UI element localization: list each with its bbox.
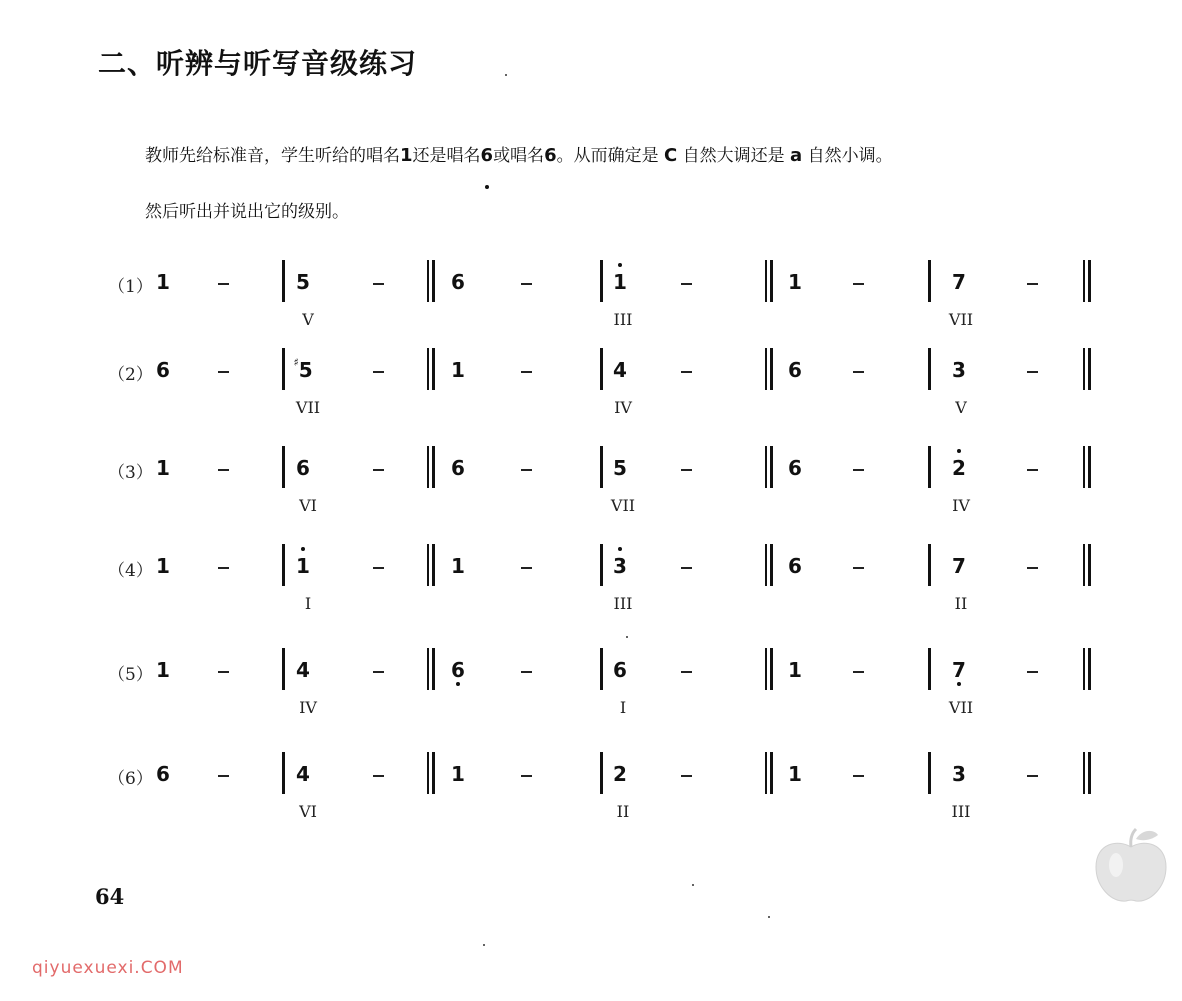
note	[605, 658, 635, 682]
sustain-dash	[1027, 567, 1038, 569]
sustain-dash	[373, 371, 384, 373]
sustain-dash	[853, 469, 864, 471]
intro-part-1: 教师先给标准音，学生听给的唱名	[145, 146, 400, 166]
exercise-number: （2）	[108, 365, 153, 385]
degree-label: VII	[948, 310, 974, 329]
double-barline	[765, 752, 773, 794]
note-digit: 5	[613, 456, 627, 480]
intro-note-1: 1	[400, 145, 413, 166]
note-digit: 1	[451, 762, 465, 786]
high-octave-dot	[957, 449, 961, 453]
note-digit: 1	[156, 456, 170, 480]
sustain-dash	[521, 469, 532, 471]
note-digit: 2	[613, 762, 627, 786]
barline	[600, 260, 603, 302]
exercise-row	[0, 556, 1182, 636]
note	[288, 358, 318, 382]
high-octave-dot	[301, 547, 305, 551]
note	[443, 658, 473, 682]
note-digit: 1	[788, 270, 802, 294]
barline	[282, 260, 285, 302]
sustain-dash	[681, 469, 692, 471]
note	[148, 762, 178, 786]
note-digit: 3	[613, 554, 627, 578]
barline	[282, 648, 285, 690]
intro-note-6-low: 6	[481, 128, 494, 184]
note	[605, 456, 635, 480]
degree-label: IV	[299, 698, 317, 717]
sustain-dash	[373, 775, 384, 777]
double-barline	[427, 446, 435, 488]
exercise-row	[0, 660, 1182, 740]
degree-label: III	[613, 594, 633, 613]
degree-label: VI	[299, 802, 317, 821]
note-digit: 4	[296, 658, 310, 682]
sustain-dash	[218, 671, 229, 673]
barline	[600, 348, 603, 390]
double-barline	[765, 348, 773, 390]
note	[780, 554, 810, 578]
note	[944, 762, 974, 786]
note	[148, 270, 178, 294]
barline	[282, 446, 285, 488]
note-digit: 1	[613, 270, 627, 294]
double-barline	[1083, 648, 1091, 690]
double-barline	[765, 648, 773, 690]
note	[780, 270, 810, 294]
note-digit: 4	[613, 358, 627, 382]
barline	[928, 446, 931, 488]
double-barline	[1083, 348, 1091, 390]
degree-label: IV	[614, 398, 632, 417]
degree-label: VII	[295, 398, 321, 417]
note	[288, 658, 318, 682]
note	[288, 762, 318, 786]
note-digit: 1	[156, 554, 170, 578]
speck	[692, 884, 694, 886]
sustain-dash	[681, 671, 692, 673]
degree-label: I	[304, 594, 312, 613]
note-digit: 6	[156, 762, 170, 786]
sustain-dash	[853, 671, 864, 673]
sustain-dash	[218, 371, 229, 373]
exercise-row	[0, 764, 1182, 844]
note	[944, 456, 974, 480]
double-barline	[427, 648, 435, 690]
sustain-dash	[521, 775, 532, 777]
note-digit: 1	[156, 270, 170, 294]
sustain-dash	[218, 567, 229, 569]
double-barline	[765, 544, 773, 586]
intro-part-4: 。从而确定是	[556, 146, 659, 166]
note	[288, 554, 318, 578]
degree-label: V	[302, 310, 314, 329]
barline	[928, 544, 931, 586]
sustain-dash	[681, 775, 692, 777]
note-digit: 1	[296, 554, 310, 578]
note-digit: 4	[296, 762, 310, 786]
sustain-dash	[218, 283, 229, 285]
note	[443, 456, 473, 480]
note	[944, 270, 974, 294]
sustain-dash	[853, 283, 864, 285]
note-digit: 7	[952, 554, 966, 578]
intro-line-2: 然后听出并说出它的级别。	[145, 202, 349, 222]
sustain-dash	[521, 283, 532, 285]
note-digit: 1	[788, 658, 802, 682]
sustain-dash	[373, 283, 384, 285]
note-digit: 6	[451, 270, 465, 294]
note-digit: 6	[156, 358, 170, 382]
sharp-sign-icon: ♯	[293, 356, 299, 369]
intro-note-6: 6	[544, 145, 557, 166]
barline	[928, 752, 931, 794]
note	[288, 270, 318, 294]
note-digit: 6	[788, 358, 802, 382]
note	[605, 554, 635, 578]
note	[944, 658, 974, 682]
speck	[505, 74, 507, 76]
note-digit: 7	[952, 658, 966, 682]
exercise-row	[0, 272, 1182, 352]
degree-label: II	[954, 594, 968, 613]
intro-part-5: 自然大调还是	[682, 146, 785, 166]
double-barline	[427, 260, 435, 302]
note-digit: 1	[156, 658, 170, 682]
degree-label: VII	[948, 698, 974, 717]
double-barline	[765, 446, 773, 488]
degree-label: III	[613, 310, 633, 329]
note-digit: 5	[298, 358, 313, 382]
degree-label: III	[951, 802, 971, 821]
sustain-dash	[521, 671, 532, 673]
sustain-dash	[853, 567, 864, 569]
double-barline	[765, 260, 773, 302]
note-digit: 1	[788, 762, 802, 786]
double-barline	[1083, 752, 1091, 794]
note-digit: 6	[451, 456, 465, 480]
sustain-dash	[373, 567, 384, 569]
exercise-row	[0, 458, 1182, 538]
double-barline	[1083, 446, 1091, 488]
exercise-number: （3）	[108, 463, 153, 483]
degree-label: VII	[610, 496, 636, 515]
barline	[600, 752, 603, 794]
sustain-dash	[681, 283, 692, 285]
high-octave-dot	[618, 263, 622, 267]
note-digit: 6	[788, 554, 802, 578]
speck	[626, 636, 628, 638]
degree-label: IV	[952, 496, 970, 515]
note	[148, 456, 178, 480]
apple-logo-icon	[1090, 825, 1172, 907]
degree-label: V	[955, 398, 967, 417]
barline	[600, 446, 603, 488]
exercise-number: （6）	[108, 769, 153, 789]
exercise-number: （5）	[108, 665, 153, 685]
barline	[282, 348, 285, 390]
page-title: 二、听辨与听写音级练习	[98, 47, 418, 80]
note-digit: 5	[296, 270, 310, 294]
sustain-dash	[681, 567, 692, 569]
sustain-dash	[853, 371, 864, 373]
barline	[928, 648, 931, 690]
note-digit: 6	[788, 456, 802, 480]
note-digit: 2	[952, 456, 966, 480]
low-octave-dot	[957, 682, 961, 686]
sustain-dash	[681, 371, 692, 373]
note-digit: 6	[613, 658, 627, 682]
note-digit: 7	[952, 270, 966, 294]
note	[605, 358, 635, 382]
sustain-dash	[1027, 671, 1038, 673]
sustain-dash	[373, 469, 384, 471]
note	[288, 456, 318, 480]
note	[443, 358, 473, 382]
barline	[928, 348, 931, 390]
barline	[928, 260, 931, 302]
note-digit: 3	[952, 358, 966, 382]
barline	[282, 544, 285, 586]
intro-key-c: C	[664, 145, 678, 166]
double-barline	[427, 544, 435, 586]
intro-part-6: 自然小调。	[807, 146, 893, 166]
barline	[600, 648, 603, 690]
page-number: 64	[95, 884, 125, 909]
intro-part-2: 还是唱名	[412, 146, 481, 166]
site-watermark: qiyuexuexi.COM	[32, 958, 184, 978]
note	[605, 762, 635, 786]
barline	[600, 544, 603, 586]
exercise-row	[0, 356, 1182, 440]
degree-label: I	[619, 698, 627, 717]
double-barline	[427, 348, 435, 390]
note-digit: 6	[451, 658, 465, 682]
double-barline	[427, 752, 435, 794]
note	[780, 658, 810, 682]
note	[443, 554, 473, 578]
note-digit: 1	[451, 554, 465, 578]
speck	[768, 916, 770, 918]
sustain-dash	[853, 775, 864, 777]
degree-label: II	[616, 802, 630, 821]
note	[605, 270, 635, 294]
sustain-dash	[218, 775, 229, 777]
sustain-dash	[521, 371, 532, 373]
note	[780, 456, 810, 480]
note	[443, 762, 473, 786]
note	[148, 658, 178, 682]
intro-line-1	[145, 128, 1105, 184]
double-barline	[1083, 260, 1091, 302]
note	[148, 554, 178, 578]
exercise-number: （4）	[108, 561, 153, 581]
sustain-dash	[521, 567, 532, 569]
speck	[483, 944, 485, 946]
sustain-dash	[373, 671, 384, 673]
note	[148, 358, 178, 382]
barline	[282, 752, 285, 794]
note	[780, 762, 810, 786]
degree-label: VI	[299, 496, 317, 515]
note-digit: 6	[296, 456, 310, 480]
note	[944, 358, 974, 382]
intro-part-3: 或唱名	[493, 146, 545, 166]
sustain-dash	[1027, 775, 1038, 777]
note	[780, 358, 810, 382]
note-digit: 1	[451, 358, 465, 382]
double-barline	[1083, 544, 1091, 586]
intro-key-a: a	[790, 145, 803, 166]
exercise-number: （1）	[108, 277, 153, 297]
high-octave-dot	[618, 547, 622, 551]
sustain-dash	[1027, 371, 1038, 373]
sustain-dash	[218, 469, 229, 471]
intro-text	[145, 128, 1105, 240]
note	[443, 270, 473, 294]
note	[944, 554, 974, 578]
note-digit: 3	[952, 762, 966, 786]
sustain-dash	[1027, 283, 1038, 285]
low-octave-dot	[456, 682, 460, 686]
sustain-dash	[1027, 469, 1038, 471]
